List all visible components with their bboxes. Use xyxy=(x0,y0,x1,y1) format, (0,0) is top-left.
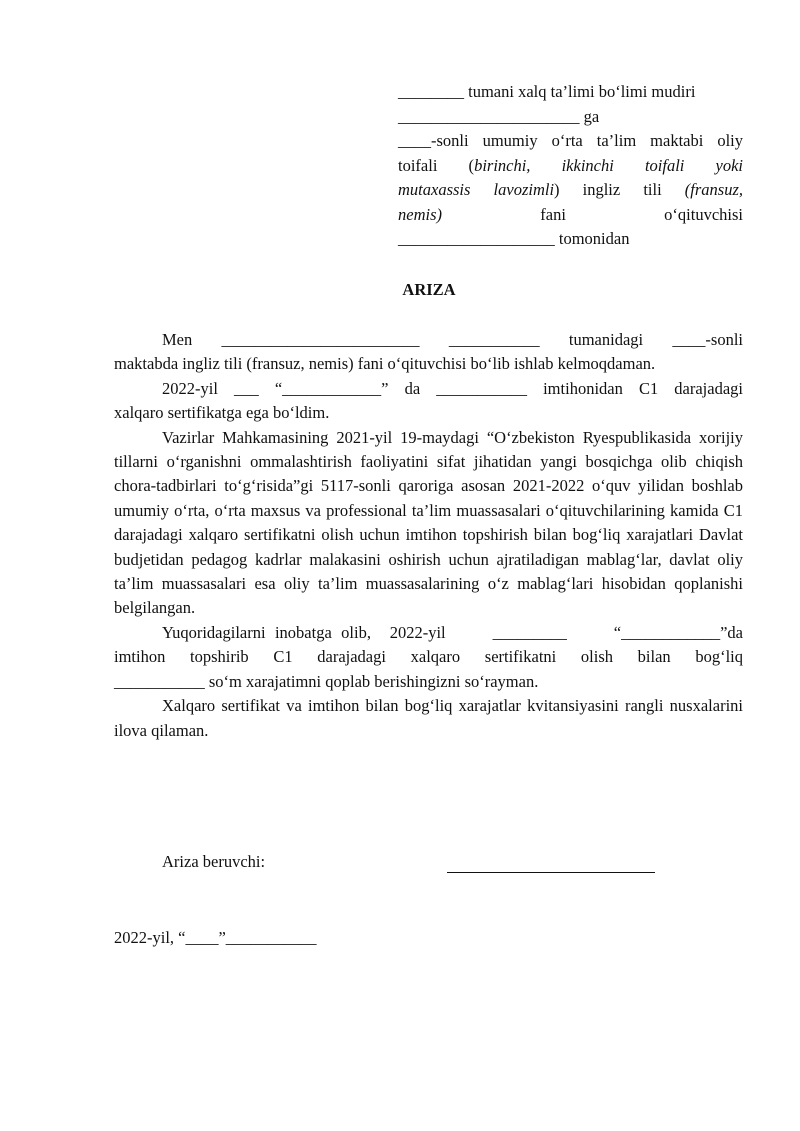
paragraph-5: Xalqaro sertifikat va imtihon bilan bog‘liq xarajatlar kvitansiyasini rangli nusxalarini ilova qilaman. xyxy=(114,696,743,740)
addressee-line-4-text: toifali ( xyxy=(398,155,475,175)
signature-label: Ariza beruvchi: xyxy=(162,852,266,871)
paragraph-4-line-1: Yuqoridagilarni inobatga olib, 2022-yil _________ “____________”da xyxy=(162,622,743,642)
paragraph-4 xyxy=(114,621,743,694)
addressee-line-3: ____-sonli umumiy o‘rta ta’lim maktabi oliy xyxy=(398,131,743,150)
paragraph-1 xyxy=(114,328,743,377)
paragraph-1-line-1: Men ________________________ ___________ tumanidagi ____-sonli xyxy=(162,330,743,349)
paragraph-4-rest: ___________ so‘m xarajatimni qoplab berishingizni so‘rayman. xyxy=(114,671,539,691)
addressee-line-5-italic-2: (fransuz, xyxy=(684,180,743,199)
paragraph-3: Vazirlar Mahkamasining 2021-yil 19-maydagi “O‘zbekiston Ryespublikasida xorijiy tillarni o‘rganishni ommalashtirish faoliyatini sifat jihatidan yangi bosqichga olib chiqish chora-tadbirlari to‘g‘risida”gi 5117-sonli qaroriga asosan 2021-2022 o‘quv yilidan boshlab umumiy o‘rta, o‘rta maxsus va professional ta’lim muassasalari o‘qituvchilarining kamida C1 darajadagi xalqaro sertifikatni olish uchun imtihon topshirish bilan bog‘liq xarajatlari Davlat budjetidan pedagog kadrlar malakasini oshirish uchun ajratiladigan mablag‘lar, davlat oliy ta’lim muassasalari esa oliy ta’lim muassasalarining o‘z mablag‘lari hisobidan qoplanishi belgilangan. xyxy=(114,427,743,618)
addressee-line-5-italic: mutaxassis lavozimli xyxy=(398,180,555,199)
addressee-block xyxy=(398,80,743,252)
addressee-line-6-italic: nemis) xyxy=(398,204,442,224)
addressee-line-5-text: ) ingliz tili xyxy=(554,180,685,199)
document-body xyxy=(114,328,743,743)
paragraph-4-line-2: imtihon topshirib C1 darajadagi xalqaro sertifikatni olish bilan bog‘liq xyxy=(114,647,743,667)
addressee-line-2: ______________________ ga xyxy=(398,106,600,126)
addressee-line-1: ________ tumani xalq ta’limi bo‘limi mudiri xyxy=(398,82,696,101)
addressee-line-4-italic: birinchi, ikkinchi toifali yoki xyxy=(474,155,744,175)
addressee-line-6 xyxy=(398,203,743,228)
paragraph-2-line-1: 2022-yil ___ “____________” da ___________ imtihonidan C1 darajadagi xyxy=(162,378,743,398)
addressee-line-4 xyxy=(398,154,743,179)
paragraph-2-rest: xalqaro sertifikatga ega bo‘ldim. xyxy=(114,403,330,423)
signature-line xyxy=(447,872,655,873)
addressee-line-7: ___________________ tomonidan xyxy=(398,229,630,248)
addressee-line-5 xyxy=(398,178,743,203)
document-title: ARIZA xyxy=(402,280,456,299)
date-line: 2022-yil, “____”___________ xyxy=(114,928,317,947)
addressee-line-6-text: fani o‘qituvchisi xyxy=(442,204,743,224)
paragraph-2 xyxy=(114,377,743,426)
paragraph-1-rest: maktabda ingliz tili (fransuz, nemis) fani o‘qituvchisi bo‘lib ishlab kelmoqdaman. xyxy=(114,354,656,374)
